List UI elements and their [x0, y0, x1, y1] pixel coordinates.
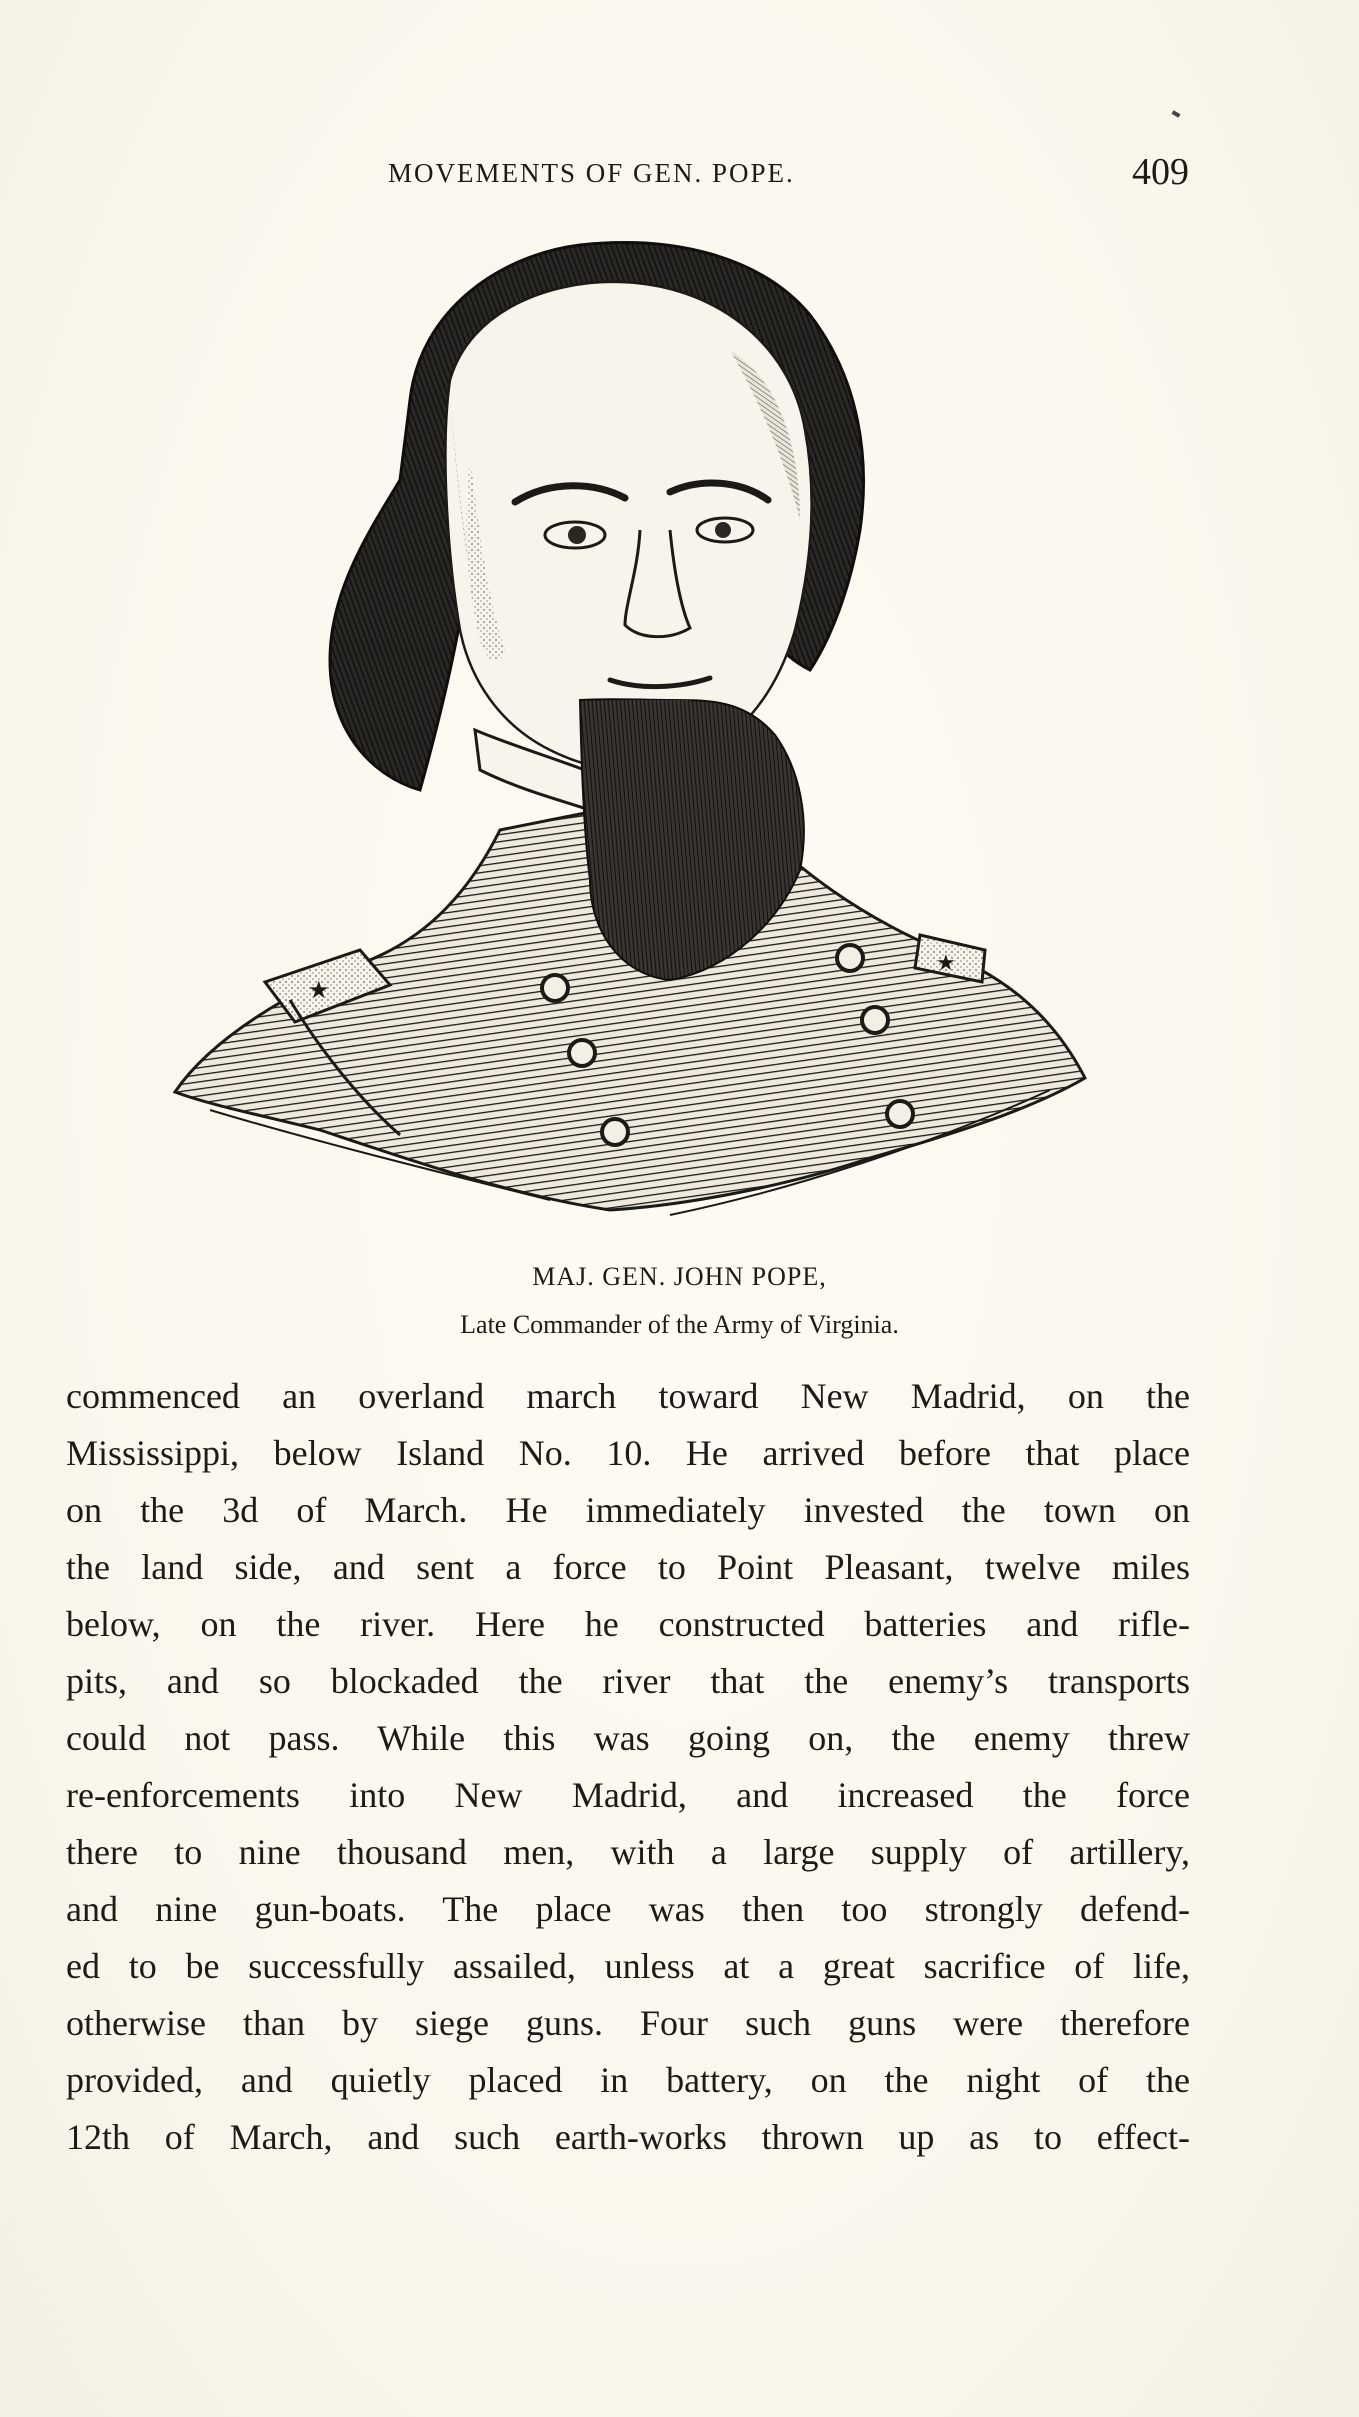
portrait-engraving [170, 230, 1090, 1220]
text-line: re-enforcements into New Madrid, and increased the force [66, 1775, 1190, 1815]
text-line: the land side, and sent a force to Point Pleasant, twelve miles [66, 1547, 1190, 1587]
text-line: could not pass. While this was going on, the enemy threw [66, 1718, 1190, 1758]
figure-caption-name: MAJ. GEN. JOHN POPE, [532, 1262, 827, 1291]
text-line: ed to be successfully assailed, unless at a great sacrifice of life, [66, 1946, 1190, 1986]
running-head: MOVEMENTS OF GEN. POPE. [388, 158, 795, 188]
text-line: 12th of March, and such earth-works thrown up as to effect- [66, 2117, 1190, 2157]
text-line: below, on the river. Here he constructed batteries and rifle- [66, 1604, 1190, 1644]
text-line: commenced an overland march toward New Madrid, on the [66, 1376, 1190, 1416]
ink-speck [1172, 110, 1181, 117]
page-number: 409 [1132, 151, 1189, 193]
page-header [0, 150, 1359, 200]
text-line: and nine gun-boats. The place was then too strongly defend- [66, 1889, 1190, 1929]
text-line: pits, and so blockaded the river that the enemy’s transports [66, 1661, 1190, 1701]
svg-text:★: ★ [308, 976, 330, 1004]
text-line: otherwise than by siege guns. Four such guns were therefore [66, 2003, 1190, 2043]
text-line: provided, and quietly placed in battery, on the night of the [66, 2060, 1190, 2100]
text-line: on the 3d of March. He immediately invested the town on [66, 1490, 1190, 1530]
svg-text:★: ★ [936, 951, 956, 976]
text-line: Mississippi, below Island No. 10. He arrived before that place [66, 1433, 1190, 1473]
text-line: there to nine thousand men, with a large supply of artillery, [66, 1832, 1190, 1872]
figure-caption-subtitle: Late Commander of the Army of Virginia. [460, 1310, 899, 1339]
body-text [66, 1368, 1190, 2166]
